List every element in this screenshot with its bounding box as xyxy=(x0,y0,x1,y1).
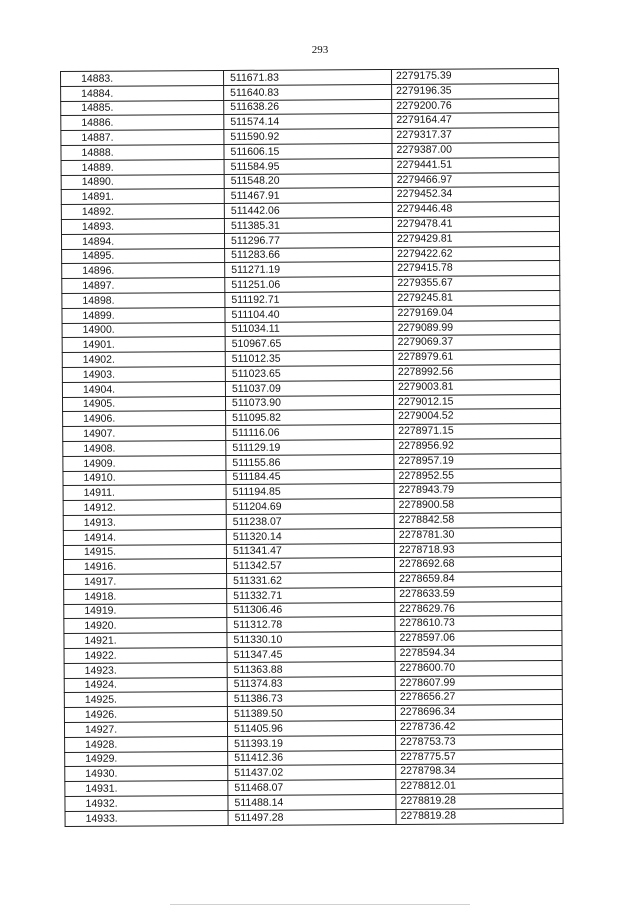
point-number-cell: 14895. xyxy=(62,248,225,264)
point-number-cell: 14931. xyxy=(65,781,228,797)
point-number-cell: 14905. xyxy=(62,396,225,412)
point-number-cell: 14892. xyxy=(61,204,224,220)
x-coordinate-cell: 510967.65 xyxy=(225,336,393,352)
point-number-cell: 14894. xyxy=(61,233,224,249)
x-coordinate-cell: 511306.46 xyxy=(227,602,395,618)
x-coordinate-cell: 511037.09 xyxy=(225,380,393,396)
point-number-cell: 14919. xyxy=(64,603,227,619)
y-coordinate-cell: 2279452.34 xyxy=(392,187,559,203)
point-number-cell: 14887. xyxy=(61,130,224,146)
y-coordinate-cell: 2279164.47 xyxy=(392,113,559,129)
y-coordinate-cell: 2278610.73 xyxy=(395,616,562,632)
x-coordinate-cell: 511386.73 xyxy=(227,691,395,707)
y-coordinate-cell: 2279429.81 xyxy=(392,231,559,247)
x-coordinate-cell: 511640.83 xyxy=(224,84,392,100)
y-coordinate-cell: 2279245.81 xyxy=(393,290,560,306)
x-coordinate-cell: 511331.62 xyxy=(227,573,395,589)
x-coordinate-cell: 511412.36 xyxy=(228,750,396,766)
point-number-cell: 14916. xyxy=(63,559,226,575)
point-number-cell: 14896. xyxy=(62,263,225,279)
point-number-cell: 14911. xyxy=(63,485,226,501)
point-number-cell: 14907. xyxy=(63,426,226,442)
y-coordinate-cell: 2278775.57 xyxy=(396,749,563,765)
point-number-cell: 14900. xyxy=(62,322,225,338)
x-coordinate-cell: 511332.71 xyxy=(227,587,395,603)
point-number-cell: 14912. xyxy=(63,500,226,516)
x-coordinate-cell: 511192.71 xyxy=(225,291,393,307)
y-coordinate-cell: 2278607.99 xyxy=(395,675,562,691)
y-coordinate-cell: 2279355.67 xyxy=(393,276,560,292)
x-coordinate-cell: 511467.91 xyxy=(224,188,392,204)
x-coordinate-cell: 511363.88 xyxy=(227,661,395,677)
y-coordinate-cell: 2278656.27 xyxy=(395,690,562,706)
y-coordinate-cell: 2279069.37 xyxy=(393,335,560,351)
x-coordinate-cell: 511129.19 xyxy=(226,439,394,455)
y-coordinate-cell: 2279004.52 xyxy=(394,409,561,425)
y-coordinate-cell: 2279003.81 xyxy=(393,379,560,395)
point-number-cell: 14924. xyxy=(64,677,227,693)
y-coordinate-cell: 2278943.79 xyxy=(394,483,561,499)
y-coordinate-cell: 2278696.34 xyxy=(395,705,562,721)
x-coordinate-cell: 511590.92 xyxy=(224,129,392,145)
point-number-cell: 14923. xyxy=(64,662,227,678)
y-coordinate-cell: 2278692.68 xyxy=(394,557,561,573)
y-coordinate-cell: 2279441.51 xyxy=(392,157,559,173)
point-number-cell: 14908. xyxy=(63,440,226,456)
y-coordinate-cell: 2278812.01 xyxy=(396,779,563,795)
point-number-cell: 14904. xyxy=(62,381,225,397)
x-coordinate-cell: 511374.83 xyxy=(227,676,395,692)
x-coordinate-cell: 511312.78 xyxy=(227,617,395,633)
y-coordinate-cell: 2279196.35 xyxy=(392,83,559,99)
point-number-cell: 14899. xyxy=(62,307,225,323)
point-number-cell: 14888. xyxy=(61,144,224,160)
x-coordinate-cell: 511104.40 xyxy=(225,306,393,322)
point-number-cell: 14891. xyxy=(61,189,224,205)
x-coordinate-cell: 511584.95 xyxy=(224,158,392,174)
x-coordinate-cell: 511238.07 xyxy=(226,513,394,529)
y-coordinate-cell: 2279317.37 xyxy=(392,128,559,144)
y-coordinate-cell: 2278594.34 xyxy=(395,646,562,662)
point-number-cell: 14913. xyxy=(63,514,226,530)
x-coordinate-cell: 511012.35 xyxy=(225,351,393,367)
x-coordinate-cell: 511095.82 xyxy=(226,410,394,426)
x-coordinate-cell: 511393.19 xyxy=(228,735,396,751)
y-coordinate-cell: 2279466.97 xyxy=(392,172,559,188)
x-coordinate-cell: 511073.90 xyxy=(225,395,393,411)
x-coordinate-cell: 511671.83 xyxy=(224,69,392,85)
y-coordinate-cell: 2278971.15 xyxy=(394,424,561,440)
point-number-cell: 14883. xyxy=(61,71,224,87)
y-coordinate-cell: 2278900.58 xyxy=(394,498,561,514)
point-number-cell: 14885. xyxy=(61,100,224,116)
x-coordinate-cell: 511638.26 xyxy=(224,99,392,115)
x-coordinate-cell: 511385.31 xyxy=(224,217,392,233)
point-number-cell: 14893. xyxy=(61,218,224,234)
x-coordinate-cell: 511251.06 xyxy=(225,277,393,293)
point-number-cell: 14897. xyxy=(62,278,225,294)
x-coordinate-cell: 511184.45 xyxy=(226,469,394,485)
y-coordinate-cell: 2279012.15 xyxy=(393,394,560,410)
x-coordinate-cell: 511155.86 xyxy=(226,454,394,470)
point-number-cell: 14898. xyxy=(62,292,225,308)
point-number-cell: 14890. xyxy=(61,174,224,190)
y-coordinate-cell: 2278952.55 xyxy=(394,468,561,484)
y-coordinate-cell: 2279387.00 xyxy=(392,142,559,158)
y-coordinate-cell: 2278957.19 xyxy=(394,453,561,469)
x-coordinate-cell: 511437.02 xyxy=(228,765,396,781)
point-number-cell: 14918. xyxy=(64,588,227,604)
y-coordinate-cell: 2278633.59 xyxy=(395,586,562,602)
y-coordinate-cell: 2278979.61 xyxy=(393,350,560,366)
x-coordinate-cell: 511204.69 xyxy=(226,499,394,515)
y-coordinate-cell: 2278629.76 xyxy=(395,601,562,617)
x-coordinate-cell: 511341.47 xyxy=(226,543,394,559)
point-number-cell: 14932. xyxy=(65,796,228,812)
y-coordinate-cell: 2279478.41 xyxy=(392,216,559,232)
x-coordinate-cell: 511283.66 xyxy=(225,247,393,263)
x-coordinate-cell: 511271.19 xyxy=(225,262,393,278)
point-number-cell: 14906. xyxy=(63,411,226,427)
point-number-cell: 14889. xyxy=(61,159,224,175)
point-number-cell: 14922. xyxy=(64,648,227,664)
point-number-cell: 14930. xyxy=(65,766,228,782)
point-number-cell: 14926. xyxy=(64,707,227,723)
x-coordinate-cell: 511320.14 xyxy=(226,528,394,544)
x-coordinate-cell: 511330.10 xyxy=(227,632,395,648)
page-number: 293 xyxy=(311,44,329,56)
x-coordinate-cell: 511606.15 xyxy=(224,143,392,159)
x-coordinate-cell: 511023.65 xyxy=(225,365,393,381)
x-coordinate-cell: 511497.28 xyxy=(228,809,396,825)
x-coordinate-cell: 511342.57 xyxy=(226,558,394,574)
x-coordinate-cell: 511389.50 xyxy=(227,706,395,722)
y-coordinate-cell: 2278781.30 xyxy=(394,527,561,543)
x-coordinate-cell: 511548.20 xyxy=(224,173,392,189)
y-coordinate-cell: 2278736.42 xyxy=(395,720,562,736)
y-coordinate-cell: 2279422.62 xyxy=(393,246,560,262)
coordinate-table-body xyxy=(61,68,564,826)
point-number-cell: 14920. xyxy=(64,618,227,634)
table-row xyxy=(65,808,563,826)
x-coordinate-cell: 511296.77 xyxy=(224,232,392,248)
point-number-cell: 14917. xyxy=(64,574,227,590)
x-coordinate-cell: 511468.07 xyxy=(228,780,396,796)
point-number-cell: 14901. xyxy=(62,337,225,353)
y-coordinate-cell: 2278753.73 xyxy=(396,734,563,750)
x-coordinate-cell: 511488.14 xyxy=(228,795,396,811)
point-number-cell: 14910. xyxy=(63,470,226,486)
y-coordinate-cell: 2279089.99 xyxy=(393,320,560,336)
y-coordinate-cell: 2279169.04 xyxy=(393,305,560,321)
point-number-cell: 14921. xyxy=(64,633,227,649)
y-coordinate-cell: 2278600.70 xyxy=(395,660,562,676)
point-number-cell: 14929. xyxy=(65,751,228,767)
point-number-cell: 14886. xyxy=(61,115,224,131)
point-number-cell: 14933. xyxy=(65,810,228,826)
point-number-cell: 14884. xyxy=(61,85,224,101)
y-coordinate-cell: 2278597.06 xyxy=(395,631,562,647)
point-number-cell: 14915. xyxy=(63,544,226,560)
coordinate-table xyxy=(60,68,564,827)
y-coordinate-cell: 2279415.78 xyxy=(393,261,560,277)
point-number-cell: 14903. xyxy=(62,366,225,382)
point-number-cell: 14909. xyxy=(63,455,226,471)
y-coordinate-cell: 2278798.34 xyxy=(396,764,563,780)
point-number-cell: 14928. xyxy=(65,736,228,752)
y-coordinate-cell: 2279200.76 xyxy=(392,98,559,114)
x-coordinate-cell: 511116.06 xyxy=(226,425,394,441)
x-coordinate-cell: 511194.85 xyxy=(226,484,394,500)
point-number-cell: 14925. xyxy=(64,692,227,708)
x-coordinate-cell: 511442.06 xyxy=(224,203,392,219)
point-number-cell: 14927. xyxy=(64,722,227,738)
y-coordinate-cell: 2278659.84 xyxy=(395,572,562,588)
y-coordinate-cell: 2279446.48 xyxy=(392,202,559,218)
y-coordinate-cell: 2278992.56 xyxy=(393,364,560,380)
point-number-cell: 14914. xyxy=(63,529,226,545)
y-coordinate-cell: 2278819.28 xyxy=(396,793,563,809)
y-coordinate-cell: 2278819.28 xyxy=(396,808,563,824)
x-coordinate-cell: 511034.11 xyxy=(225,321,393,337)
point-number-cell: 14902. xyxy=(62,352,225,368)
y-coordinate-cell: 2278842.58 xyxy=(394,512,561,528)
y-coordinate-cell: 2278956.92 xyxy=(394,438,561,454)
y-coordinate-cell: 2279175.39 xyxy=(391,68,558,84)
y-coordinate-cell: 2278718.93 xyxy=(394,542,561,558)
x-coordinate-cell: 511574.14 xyxy=(224,114,392,130)
x-coordinate-cell: 511405.96 xyxy=(227,721,395,737)
x-coordinate-cell: 511347.45 xyxy=(227,647,395,663)
